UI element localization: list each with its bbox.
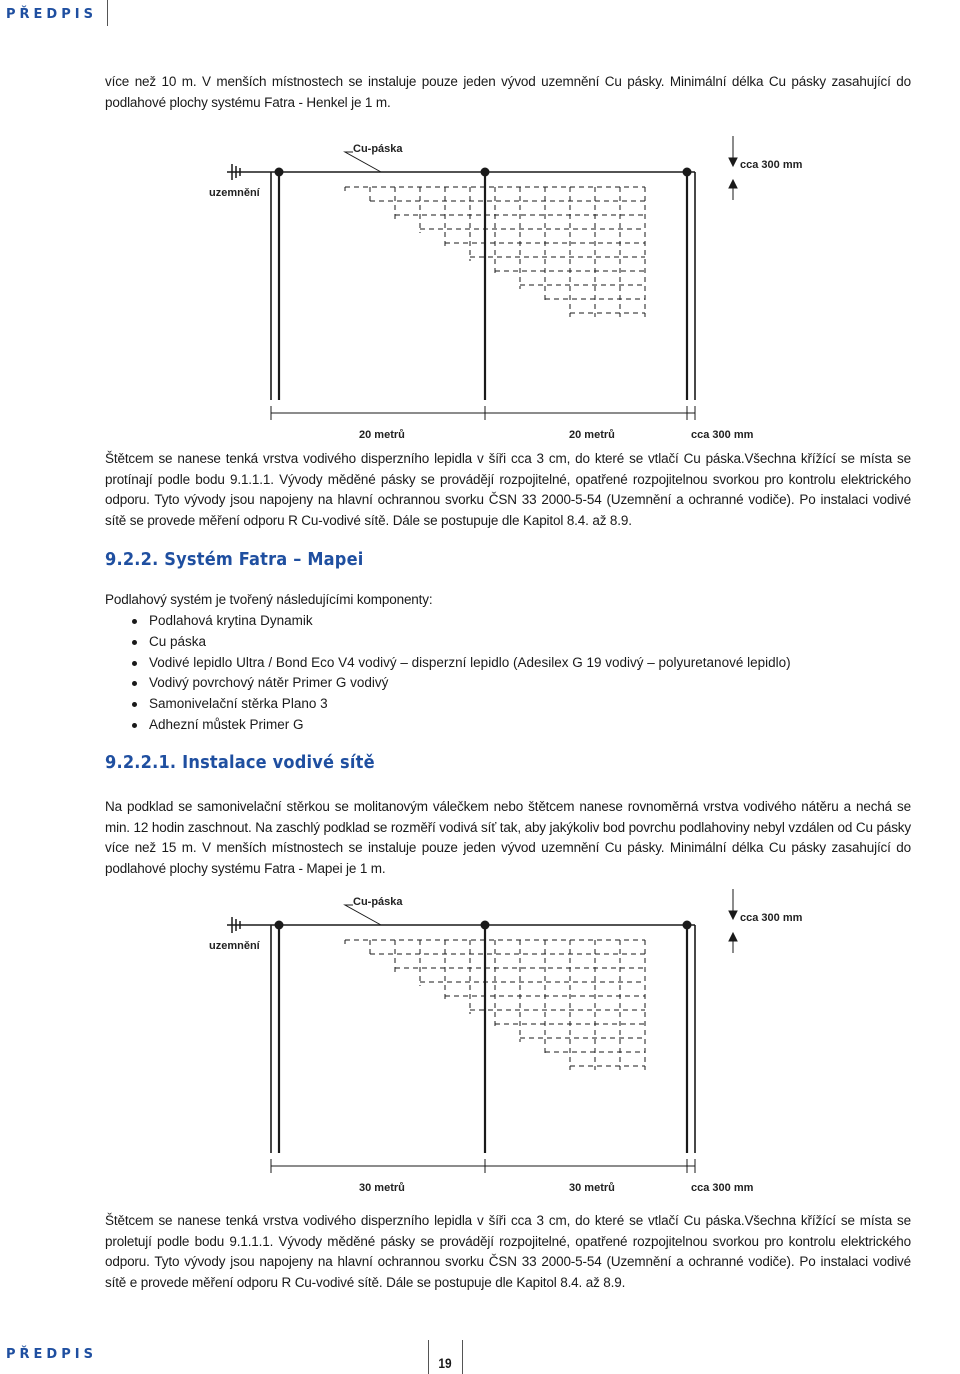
cu-tape-lines [279,925,687,1153]
diagram-frame [271,172,695,400]
header-divider [107,0,108,26]
footer-label: PŘEDPIS [6,1347,97,1362]
list-item: Samonivelační stěrka Plano 3 [105,694,791,715]
cu-tape-label: Cu-páska [353,896,403,908]
bottom-dimension-1: 30 metrů [359,1182,405,1194]
components-intro: Podlahový systém je tvořený následujícími komponenty: [105,592,433,607]
paragraph-2: Štětcem se nanese tenká vrstva vodivého disperzního lepidla v šíři cca 3 cm, do které se vtlačí Cu páska.Všechna křížící se místa se proletují podle bodu 9.1.1.1. Vývody měděné pásky se provádějí rozpojitelné, opatřené rozpojitelnou svorkou pro kontrolu elektrického odporu. Tyto vývody jsou napojeny na hlavní ochrannou svorku ČSN 33 2000-5-54 (Uzemnění a ochranné vodiče). Po instalaci vodivé sítě e provede měření odporu R Cu-vodivé sítě. Dále se postupuje dle Kapitol 8.4. až 8.9. [105,1213,911,1290]
bottom-dimension-1: 20 metrů [359,429,405,441]
list-item: Podlahová krytina Dynamik [105,611,791,632]
diagram-frame [271,925,695,1153]
ground-label: uzemnění [209,940,260,952]
paragraph-1: Štětcem se nanese tenká vrstva vodivého disperzního lepidla v šíři cca 3 cm, do které se vtlačí Cu páska.Všechna křížící se místa se protínají podle bodu 9.1.1.1. Vývody měděné pásky se provádějí rozpojitelné, opatřené rozpojitelnou svorkou pro kontrolu elektrického odporu. Tyto vývody jsou napojeny na hlavní ochrannou svorku ČSN 33 2000-5-54 (Uzemnění a ochranné vodiče). Po instalaci vodivé sítě se provede měření odporu R Cu-vodivé sítě. Dále se postupuje dle Kapitol 8.4. až 8.9. [105,451,911,528]
cu-leader [345,152,381,172]
ground-symbol [227,917,271,933]
top-dimension-label: cca 300 mm [740,912,803,924]
cu-tape-lines [279,172,687,400]
components-list [105,611,791,736]
bottom-dimension-2: 20 metrů [569,429,615,441]
list-item: Vodivé lepidlo Ultra / Bond Eco V4 vodivý – disperzní lepidlo (Adesilex G 19 vodivý – polyuretanové lepidlo) [105,653,791,674]
list-item: Adhezní můstek Primer G [105,715,791,736]
page-number: 19 [438,1355,452,1371]
dashed-grid [345,187,645,317]
footer-divider-left [428,1340,429,1374]
bottom-dimension-line [271,1159,695,1173]
section-heading-9-2-2-1: 9.2.2.1. Instalace vodivé sítě [105,752,375,773]
installation-paragraph: Na podklad se samonivelační stěrkou se molitanovým válečkem nebo štětcem nanese rovnoměrná vrstva vodivého nátěru a nechá se min. 12 hodin zaschnout. Na zaschlý podklad se rozměří vodivá síť tak, aby jakýkoliv bod povrchu podlahoviny nebyl vzdálen od Cu pásky více než 15 m. V menších místnostech se instaluje pouze jeden vývod uzemnění Cu pásky. Minimální délka Cu pásky zasahující do podlahové plochy systému Fatra - Mapei je 1 m. [105,799,911,876]
list-item: Vodivý povrchový nátěr Primer G vodivý [105,673,791,694]
bottom-dimension-3: cca 300 mm [691,429,754,441]
intro-paragraph: více než 10 m. V menších místnostech se instaluje pouze jeden vývod uzemnění Cu pásky. Minimální délka Cu pásky zasahující do podlahové plochy systému Fatra - Henkel je 1 m. [105,74,911,110]
bottom-dimension-line [271,406,695,420]
top-dimension [729,136,737,200]
top-dimension-label: cca 300 mm [740,159,803,171]
header-label: PŘEDPIS [6,7,97,22]
section-heading-9-2-2: 9.2.2. Systém Fatra – Mapei [105,549,364,570]
dashed-grid [345,940,645,1070]
cu-tape-label: Cu-páska [353,143,403,155]
grounding-diagram-1 [195,130,803,445]
bottom-dimension-3: cca 300 mm [691,1182,754,1194]
ground-symbol [227,164,271,180]
list-item: Cu páska [105,632,791,653]
bottom-dimension-2: 30 metrů [569,1182,615,1194]
cu-leader [345,905,381,925]
grounding-diagram-2 [195,883,803,1198]
footer-divider-right [462,1340,463,1374]
top-dimension [729,889,737,953]
ground-label: uzemnění [209,187,260,199]
